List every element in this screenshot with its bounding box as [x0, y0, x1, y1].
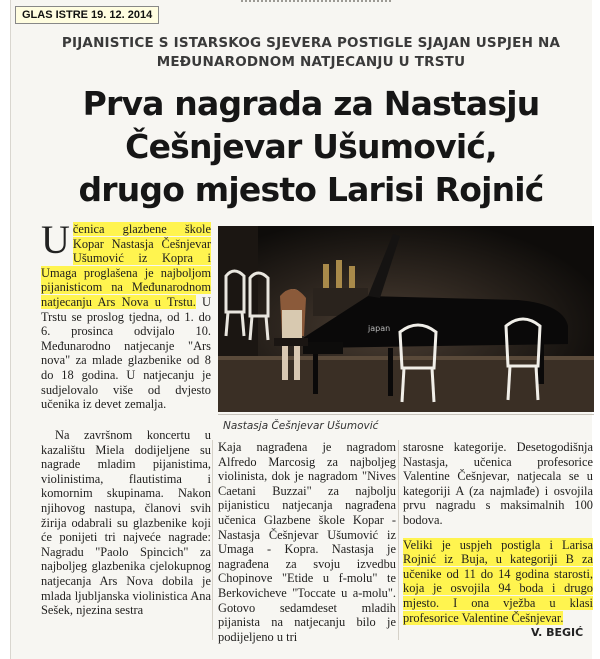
caption-rule — [218, 414, 594, 415]
article-kicker: PIJANISTICE S ISTARSKOG SJEVERA POSTIGLE SJAJAN USPJEH NA MEĐUNARODNOM NATJECANJU U TRSTU — [61, 35, 561, 70]
column-3-paragraph: starosne kategorije. Desetogodišnja Nastasja, učenica profesorice Valentine Češnjevar, natjecala se u kategoriji A (za najmlađe) i osvojila prvu nagradu s maksimalnih 100 bodova. — [403, 440, 593, 527]
photo-caption: Nastasja Češnjevar Ušumović — [223, 420, 379, 432]
article-headline — [31, 82, 591, 211]
article-photo — [218, 226, 594, 412]
highlighted-paragraph: Veliki je uspjeh postigla i Larisa Rojnić iz Buja, u kategoriji B za učenike od 11 do 14 godina starosti, koja je osvojila 94 boda i drugo mjesto. I ona vježba u klasi profesorice Valentine Češnjevar. — [403, 537, 593, 625]
headline-line-1: Prva nagrada za Nastasju — [82, 84, 540, 123]
piano-brand-label: japan — [368, 324, 391, 333]
highlighted-block — [403, 538, 593, 626]
highlighted-lead: čenica glazbene škole Kopar Nastasja Češnjevar Ušumović iz Kopra i Umaga proglašena je najboljom pijanisticom na Međunarodnom natjecanju Ars Nova u Trstu. — [41, 222, 211, 309]
headline-line-2: Češnjevar Ušumović, — [125, 127, 497, 166]
headline-line-3: drugo mjesto Larisi Rojnić — [78, 170, 544, 209]
column-1-paragraph: Na završnom koncertu u kazalištu Miela dodijeljene su nagrade mladim pijanistima, violinistima, flautistima i komornim skupinama. Nakon njihovog nastupa, članovi svih žirija odabrali su glazbenike koji će ponijeti tri najveće nagrade: Nagradu "Paolo Spincich" za najbolјeg glazbenika cjelokupnog natjecanja Ars Nova dobila je mlada ljubljanska violinistica Ana Sešek, njezina sestra — [41, 428, 211, 618]
concert-photo-illustration — [218, 226, 594, 412]
drop-cap: U — [41, 217, 70, 262]
top-strip — [241, 0, 391, 4]
newspaper-clipping — [10, 0, 592, 659]
column-divider — [212, 440, 213, 640]
source-tag: GLAS ISTRE 19. 12. 2014 — [15, 6, 159, 24]
lead-rest: U Trstu se proslog tjedna, od 1. do 6. prosinca odvijalo 10. Međunarodno natjecanje "Ars nova" za mlade glazbenike od 8 do 18 godina. U natjecanju je sudjelovalo više od dvjesto učenika iz devet zemalja. — [41, 294, 212, 412]
column-divider — [398, 440, 399, 640]
lead-paragraph — [41, 217, 212, 412]
byline: V. BEGIĆ — [531, 626, 584, 639]
column-2-body: Kaja nagrađena je nagradom Alfredo Marcosig za najbolјeg violinista, dok je nagradom "Nives Caetani Buzzai" za najbolju pijanisticu natjecanja nagrađena učenica Glazbene škole Kopar - Nastasja Češnjevar Ušumović iz Umaga - Kopra. Nastasja je nagrađena za svoju izvedbu Chopinove "Etide u f-molu" te Berkovicheve "Toccate u a-molu". Gotovo sedamdeset mladih pijanista na natjecanju bilo je podijeljeno u tri — [218, 440, 396, 644]
column-1-body — [41, 428, 211, 618]
column-3-body — [403, 440, 593, 625]
